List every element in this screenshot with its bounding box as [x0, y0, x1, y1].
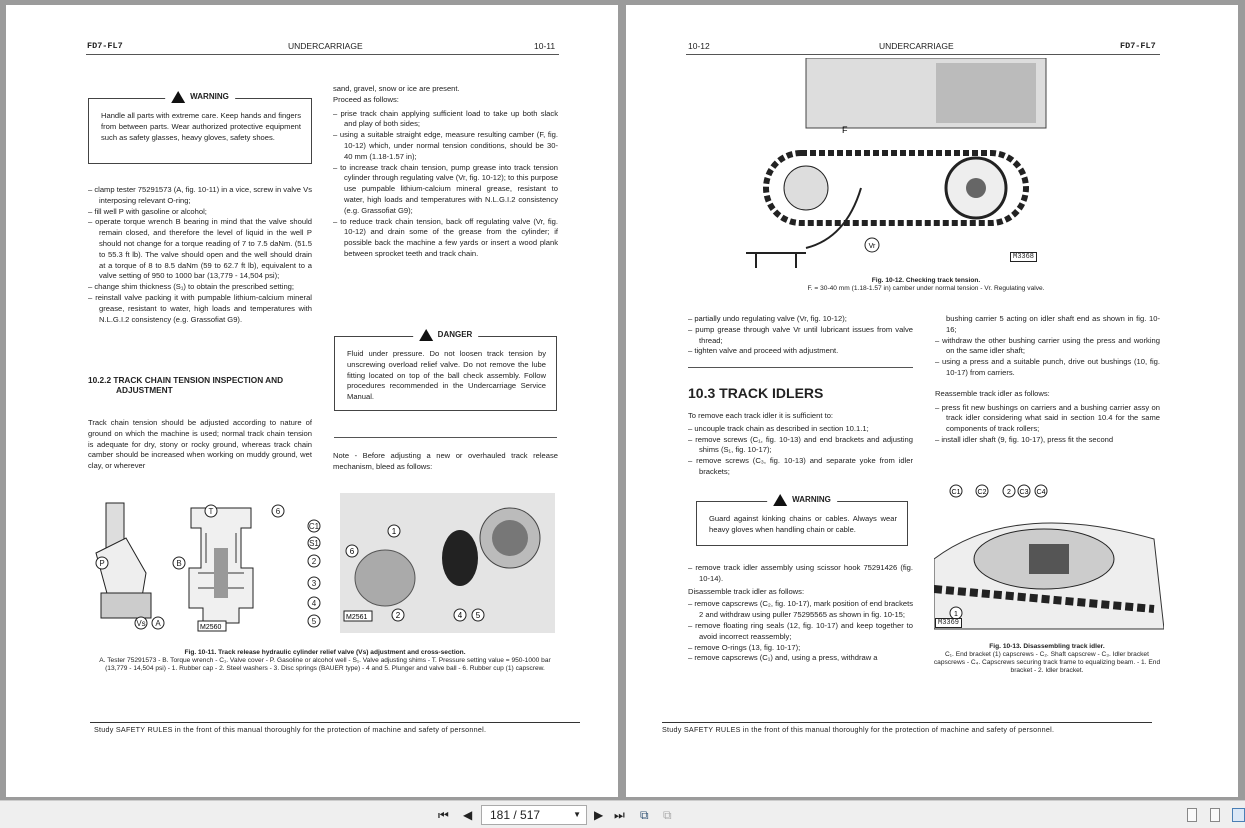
svg-text:1: 1 [954, 611, 958, 618]
warning-box [696, 494, 908, 546]
first-page-icon[interactable]: ⏮ [438, 808, 449, 822]
svg-text:Vs: Vs [136, 619, 146, 628]
paragraph: To remove each track idler it is sufficient to: [688, 411, 834, 420]
pdf-page-right [626, 5, 1238, 797]
svg-text:4: 4 [457, 611, 463, 620]
paragraph: bushing carrier 5 acting on idler shaft end as shown in fig. 10-16; [946, 314, 1160, 334]
previous-page-icon[interactable]: ◀ [463, 808, 473, 822]
page-indicator: 181 / 517 [490, 808, 541, 822]
svg-text:M2560: M2560 [200, 624, 222, 631]
svg-text:2: 2 [395, 611, 401, 620]
svg-text:M2561: M2561 [346, 614, 368, 621]
svg-text:T: T [208, 507, 214, 516]
figure-caption [686, 277, 1166, 293]
svg-text:F: F [842, 125, 848, 135]
caption-title: Fig. 10-13. Disassembling track idler. [989, 643, 1105, 650]
danger-icon [419, 329, 433, 341]
svg-text:4: 4 [311, 599, 317, 608]
header-page-number: 10-12 [688, 41, 710, 51]
figure-caption [932, 643, 1162, 675]
list-item: – remove O-rings (13, fig. 10-17); [688, 642, 801, 652]
svg-text:S1: S1 [309, 539, 319, 548]
list-item: – remove capscrews (C₂, fig. 10-17), mark position of end brackets 2 and withdraw using puller 75295565 as shown in fig. 10-15; [688, 599, 913, 620]
svg-text:C2: C2 [977, 489, 987, 496]
svg-text:3: 3 [311, 579, 317, 588]
page-number-input[interactable] [481, 805, 587, 825]
footer-text: Study SAFETY RULES in the front of this manual thoroughly for the protection of machine and safety of personnel. [94, 725, 487, 734]
col1-remove-text [688, 411, 913, 478]
pdf-page-left [6, 5, 618, 797]
footer-rule [90, 722, 580, 723]
list-item: – remove track idler assembly using scissor hook 75291426 (fig. 10-14). [688, 563, 913, 583]
list-item: – partially undo regulating valve (Vr, fig. 10-12); [688, 314, 847, 323]
svg-text:6: 6 [349, 547, 355, 556]
footer-text: Study SAFETY RULES in the front of this manual thoroughly for the protection of machine and safety of personnel. [662, 725, 1055, 734]
svg-text:C1: C1 [308, 522, 320, 531]
footer-rule [662, 722, 1152, 723]
next-page-icon[interactable]: ▶ [594, 808, 604, 822]
figure-valve-exploded-photo [340, 493, 555, 633]
warning-title: WARNING [767, 494, 837, 506]
list-item: – uncouple track chain as described in section 10.1.1; [688, 423, 869, 433]
figure-track-tension [736, 58, 1056, 273]
list-item: – reinstall valve packing it with pumpable lithium-calcium mineral grease, resistant to water, high loads and temperatures with N.L.G.I.2 consistency (e.g. Grassofiat G9). [88, 292, 312, 324]
copy-page-icon[interactable]: ⧉ [640, 808, 649, 822]
paragraph: Disassemble track idler as follows: [688, 586, 805, 596]
svg-text:5: 5 [311, 617, 317, 626]
caption-text: C₁. End bracket (1) capscrews - C₂. Shaft capscrew - C₃. Idler bracket capscrews - C₄. Capscrews securing track frame to equalizing beam. - 1. End bracket - 2. Idler bracket. [933, 651, 1161, 674]
col1-top-bullets [688, 314, 913, 357]
list-item: – using a press and a suitable punch, drive out bushings (10, fig. 10-17) from carriers. [935, 357, 1160, 377]
list-item: – tighten valve and proceed with adjustment. [688, 346, 839, 356]
figure-label: M3368 [1010, 252, 1037, 262]
danger-text: Fluid under pressure. Do not loosen track tension by unscrewing overload relief valve. Do not remove the lube fitting located on top of the ball check assembly. Follow procedures recommended in the Undercarriage Service Manual. [347, 349, 546, 402]
figure-caption [90, 649, 560, 673]
svg-text:2: 2 [311, 557, 317, 566]
list-item: – withdraw the other bushing carrier using the press and working on the same idler shaft; [935, 335, 1160, 356]
list-item: – press fit new bushings on carriers and a bushing carrier assy on track idler considering what said in section 10.4 for the same components of track rollers; [935, 402, 1160, 434]
list-item: – change shim thickness (S₁) to obtain the prescribed setting; [88, 282, 295, 292]
list-item: – to reduce track chain tension, back off regulating valve (Vr, fig. 10-12) and drain some of the grease from the cylinder; if possible back the machine a few yards or insert a wood plank between sprocket teeth and track chain. [333, 216, 558, 258]
list-item: – using a suitable straight edge, measure resulting camber (F, fig. 10-12) which, under normal tension conditions, should be 30-40 mm (1.18-1.57 in); [333, 130, 558, 161]
last-page-icon[interactable]: ⏭ [614, 808, 625, 822]
list-item: – pump grease through valve Vr until lubricant issues from valve thread; [688, 324, 913, 345]
header-page-number: 10-11 [534, 41, 556, 51]
danger-title: DANGER [413, 329, 479, 341]
paragraph: sand, gravel, snow or ice are present. [333, 84, 460, 93]
two-page-view-icon[interactable] [1232, 808, 1245, 822]
list-item: – remove capscrews (C₁) and, using a press, withdraw a [688, 653, 878, 663]
svg-text:B: B [176, 559, 182, 568]
header-rule [86, 54, 559, 55]
warning-icon [773, 494, 787, 506]
danger-box [334, 329, 557, 411]
col2-text [935, 314, 1160, 446]
caption-text: A. Tester 75291573 - B. Torque wrench - C₁. Valve cover - P. Gasoline or alcohol well - S₁. Valve adjusting shims - T. Pressure setting value = 950-1000 bar (13,779 - 14,504 psi) - 1. Rubber cap - 2. Steel washers - 3. Disc springs (BAUER type) - 4 and 5. Plunger and valve ball - 6. Rubber cup (1) capscrew. [99, 657, 551, 672]
svg-text:5: 5 [475, 611, 481, 620]
svg-text:C1: C1 [951, 489, 961, 496]
list-item: – fill well P with gasoline or alcohol; [88, 206, 207, 216]
warning-text: Guard against kinking chains or cables. Always wear heavy gloves when handling chain or cable. [709, 514, 897, 534]
divider [688, 367, 913, 368]
svg-text:Vr: Vr [868, 243, 876, 250]
section-heading: 10.3 TRACK IDLERS [688, 385, 824, 401]
caption-text: F. = 30-40 mm (1.18-1.57 in) camber under normal tension - Vr. Regulating valve. [807, 285, 1045, 292]
svg-text:1: 1 [391, 527, 397, 536]
header-model: FD7-FL7 [87, 41, 123, 51]
header-title: UNDERCARRIAGE [879, 41, 954, 51]
chevron-down-icon[interactable]: ▼ [573, 810, 581, 819]
paragraph: Proceed as follows: [333, 94, 399, 104]
caption-title: Fig. 10-12. Checking track tension. [871, 277, 981, 284]
svg-text:A: A [155, 619, 161, 628]
section-paragraph: Track chain tension should be adjusted according to nature of ground on which the machine is used; normal track chain tension is adequate for dry, stony or rocky ground, whereas track chain camber should be increased when working on muddy ground, wet clay, or wherever [88, 418, 312, 471]
list-item: – install idler shaft (9, fig. 10-17), press fit the second [935, 434, 1114, 444]
figure-track-idler [934, 479, 1164, 639]
svg-text:6: 6 [275, 507, 281, 516]
figure-tester-diagram [86, 493, 326, 633]
list-item: – operate torque wrench B bearing in mind that the valve should remain closed, and therefore the level of liquid in the well P should not change for a torque reading of 7 to 7.5 daNm. (51.5 to 55.3 ft lb). The valve should open and the well should drain at a torque of 8 to 8.5 daNm (59 to 62.7 ft lb), equivalent to a valve setting of 950 to 1000 bar (13,779 - 14,504 psi); [88, 217, 312, 281]
list-item: – clamp tester 75291573 (A, fig. 10-11) in a vice, screw in valve Vs interposing relevant O-ring; [88, 185, 312, 205]
figure-label: M3369 [935, 618, 962, 628]
svg-text:2: 2 [1007, 489, 1011, 496]
col1-disassemble-text [688, 563, 913, 664]
svg-text:P: P [99, 559, 105, 568]
list-item: – remove floating ring seals (12, fig. 10-17) and keep together to avoid incorrect reassembly; [688, 620, 913, 641]
header-title: UNDERCARRIAGE [288, 41, 363, 51]
warning-box [88, 91, 312, 164]
extract-page-icon[interactable]: ⧉ [663, 808, 672, 822]
warning-title: WARNING [165, 91, 235, 103]
col2-text [333, 84, 558, 260]
header-model: FD7-FL7 [1120, 41, 1156, 51]
col1-bullets [88, 185, 312, 325]
list-item: – remove screws (C₃, fig. 10-13) and separate yoke from idler brackets; [688, 456, 913, 476]
continuous-view-icon[interactable] [1210, 808, 1220, 822]
header-rule [686, 54, 1160, 55]
note-text: Note - Before adjusting a new or overhauled track release mechanism, bleed as follows: [333, 451, 558, 471]
divider [334, 437, 557, 438]
paragraph: Reassemble track idler as follows: [935, 388, 1050, 398]
warning-icon [171, 91, 185, 103]
svg-text:C4: C4 [1036, 489, 1046, 496]
single-page-view-icon[interactable] [1187, 808, 1197, 822]
list-item: – remove screws (C₁, fig. 10-13) and end brackets and adjusting shims (S₁, fig. 10-17); [688, 434, 913, 455]
pdf-viewer-toolbar [0, 800, 1245, 828]
svg-text:C3: C3 [1019, 489, 1029, 496]
section-heading: 10.2.2 TRACK CHAIN TENSION INSPECTION AND ADJUSTMENT [88, 375, 284, 395]
caption-title: Fig. 10-11. Track release hydraulic cylinder relief valve (Vs) adjustment and cross-section. [184, 649, 466, 656]
warning-text: Handle all parts with extreme care. Keep hands and fingers from between parts. Wear authorized protective equipment such as safety glasses, heavy gloves, safety shoes. [101, 111, 301, 142]
list-item: – prise track chain applying sufficient load to take up both slack and play of both sides; [333, 108, 558, 129]
list-item: – to increase track chain tension, pump grease into track tension cylinder through regulating valve (Vr, fig. 10-12); to this purpose use pumpable lithium-calcium mineral grease, resistant to water, high loads and temperatures with N.L.G.I.2 consistency (e.g. Grassofiat G9); [333, 162, 558, 215]
